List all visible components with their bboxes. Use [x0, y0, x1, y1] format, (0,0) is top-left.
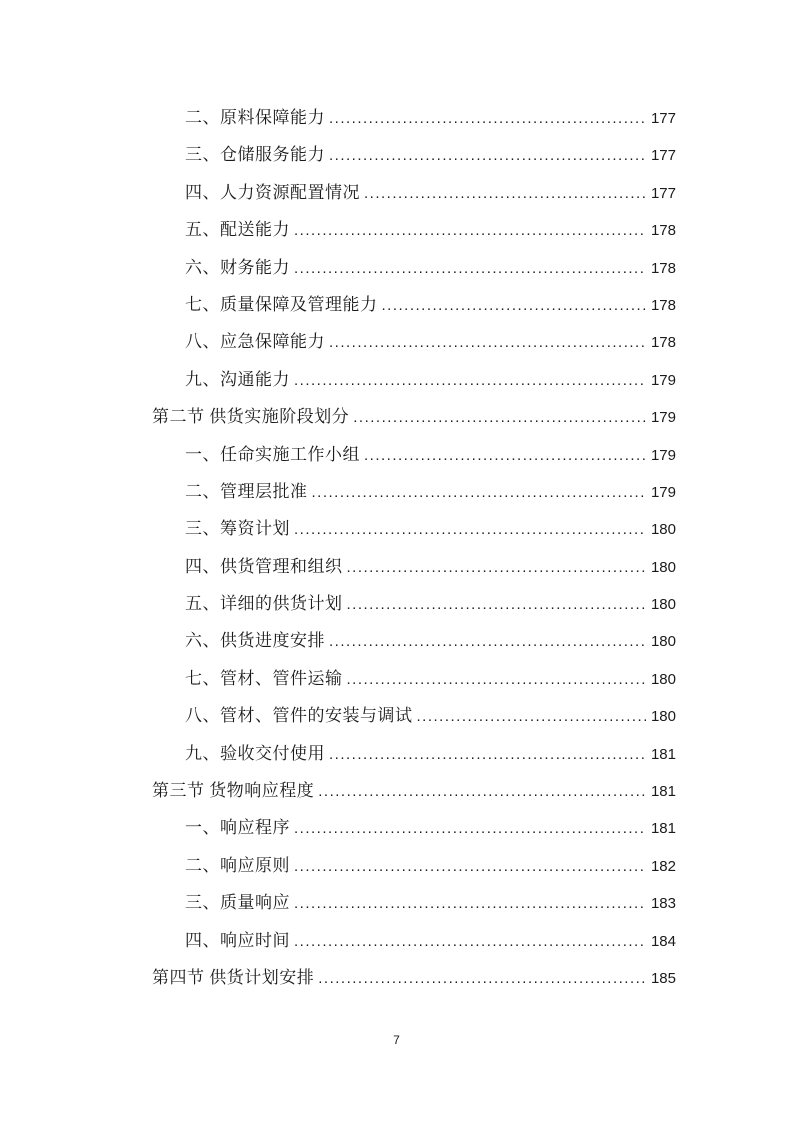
toc-entry-page: 180	[650, 670, 676, 688]
toc-entry-label: 三、筹资计划	[185, 519, 290, 539]
dot-leader	[318, 960, 646, 997]
toc-entry[interactable]	[152, 136, 676, 173]
toc-entry-label: 四、人力资源配置情况	[185, 182, 360, 202]
toc-entry-page: 182	[650, 857, 676, 875]
toc-entry[interactable]	[152, 211, 676, 248]
toc-entry[interactable]	[152, 249, 676, 286]
toc-entry-page: 179	[650, 409, 676, 427]
toc-entry[interactable]	[152, 398, 676, 435]
toc-entry-label: 五、详细的供货计划	[185, 594, 343, 614]
dot-leader	[347, 549, 646, 586]
toc-entry-label: 四、供货管理和组织	[185, 556, 343, 576]
toc-entry-label: 六、财务能力	[185, 257, 290, 277]
dot-leader	[382, 287, 646, 324]
toc-entry[interactable]	[152, 922, 676, 959]
toc-entry-label: 第三节 货物响应程度	[152, 781, 315, 801]
toc-entry-label: 七、质量保障及管理能力	[185, 294, 378, 314]
dot-leader	[294, 848, 646, 885]
dot-leader	[294, 810, 646, 847]
toc-entry-label: 一、响应程序	[185, 818, 290, 838]
dot-leader	[312, 474, 646, 511]
toc-entry[interactable]	[152, 473, 676, 510]
toc-entry-page: 179	[650, 371, 676, 389]
dot-leader	[294, 250, 646, 287]
toc-entry-page: 181	[650, 783, 676, 801]
dot-leader	[329, 623, 646, 660]
toc-entry-label: 八、应急保障能力	[185, 332, 325, 352]
toc-entry[interactable]	[152, 847, 676, 884]
toc-entry[interactable]	[152, 809, 676, 846]
toc-entry-page: 180	[650, 708, 676, 726]
toc-entry[interactable]	[152, 323, 676, 360]
toc-entry-page: 179	[650, 483, 676, 501]
toc-entry[interactable]	[152, 697, 676, 734]
dot-leader	[329, 137, 646, 174]
toc-entry-page: 180	[650, 558, 676, 576]
toc-entry[interactable]	[152, 286, 676, 323]
toc-entry-label: 四、响应时间	[185, 930, 290, 950]
toc-entry[interactable]	[152, 772, 676, 809]
toc-entry-label: 二、管理层批准	[185, 481, 308, 501]
toc-entry-label: 二、原料保障能力	[185, 108, 325, 127]
toc-entry[interactable]	[152, 959, 676, 996]
toc-entry-label: 三、质量响应	[185, 893, 290, 913]
toc-entry-page: 181	[650, 745, 676, 763]
dot-leader	[353, 399, 646, 436]
toc-entry[interactable]	[152, 436, 676, 473]
toc-entry-page: 178	[650, 334, 676, 352]
table-of-contents	[152, 99, 676, 996]
dot-leader	[347, 586, 646, 623]
dot-leader	[417, 698, 646, 735]
toc-entry-label: 九、验收交付使用	[185, 743, 325, 763]
toc-entry-label: 三、仓储服务能力	[185, 145, 325, 165]
toc-entry-label: 八、管材、管件的安装与调试	[185, 706, 413, 726]
toc-entry-page: 178	[650, 259, 676, 277]
toc-entry-label: 九、沟通能力	[185, 369, 290, 389]
toc-entry-page: 181	[650, 820, 676, 838]
toc-entry-page: 183	[650, 895, 676, 913]
toc-entry-label: 七、管材、管件运输	[185, 668, 343, 688]
dot-leader	[294, 511, 646, 548]
toc-entry[interactable]	[152, 361, 676, 398]
toc-entry-label: 五、配送能力	[185, 220, 290, 240]
toc-entry-page: 179	[650, 446, 676, 464]
page-number-footer: 7	[393, 1033, 400, 1047]
toc-entry-page: 178	[650, 222, 676, 240]
dot-leader	[294, 362, 646, 399]
dot-leader	[294, 885, 646, 922]
toc-entry[interactable]	[152, 660, 676, 697]
toc-entry-page: 180	[650, 521, 676, 539]
dot-leader	[347, 661, 646, 698]
dot-leader	[294, 212, 646, 249]
toc-entry-page: 180	[650, 596, 676, 614]
toc-entry-page: 184	[650, 932, 676, 950]
dot-leader	[364, 437, 646, 474]
dot-leader	[294, 923, 646, 960]
toc-entry[interactable]	[152, 622, 676, 659]
toc-entry-label: 第四节 供货计划安排	[152, 967, 315, 987]
toc-entry[interactable]	[152, 548, 676, 585]
dot-leader	[329, 100, 646, 137]
toc-entry-label: 六、供货进度安排	[185, 631, 325, 651]
toc-entry[interactable]	[152, 735, 676, 772]
dot-leader	[318, 773, 646, 810]
toc-entry-page: 178	[650, 296, 676, 314]
dot-leader	[364, 175, 646, 212]
toc-entry[interactable]	[152, 585, 676, 622]
toc-entry-page: 177	[650, 184, 676, 202]
toc-entry[interactable]	[152, 174, 676, 211]
toc-entry[interactable]	[152, 884, 676, 921]
dot-leader	[329, 736, 646, 773]
toc-entry-page: 177	[650, 110, 676, 127]
toc-entry-label: 一、任命实施工作小组	[185, 444, 360, 464]
toc-entry[interactable]	[152, 99, 676, 136]
dot-leader	[329, 324, 646, 361]
toc-entry[interactable]	[152, 510, 676, 547]
toc-entry-label: 二、响应原则	[185, 855, 290, 875]
toc-entry-page: 177	[650, 147, 676, 165]
toc-entry-page: 180	[650, 633, 676, 651]
toc-entry-page: 185	[650, 969, 676, 987]
toc-entry-label: 第二节 供货实施阶段划分	[152, 407, 350, 427]
